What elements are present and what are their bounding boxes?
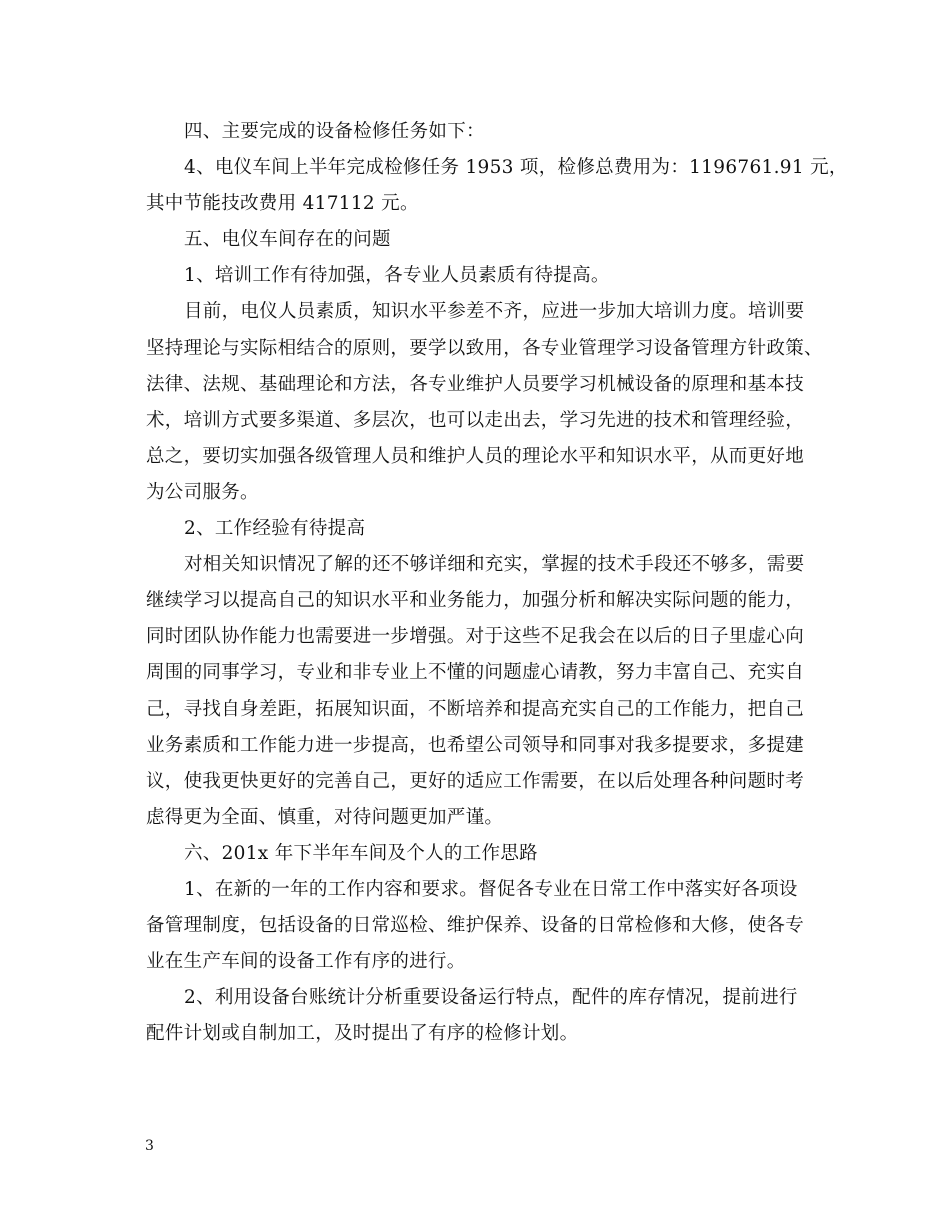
- text-line: 为公司服务。: [146, 481, 259, 503]
- text-line: 议，使我更快更好的完善自己，更好的适应工作需要，在以后处理各种问题时考: [146, 770, 805, 792]
- text-line: 周围的同事学习，专业和非专业上不懂的问题虚心请教，努力丰富自己、充实自: [146, 662, 805, 684]
- text-line: 其中节能技改费用 417112 元。: [146, 193, 419, 215]
- text-line: 法律、法规、基础理论和方法，各专业维护人员要学习机械设备的原理和基本技: [146, 373, 805, 395]
- text-line: 目前，电仪人员素质，知识水平参差不齐，应进一步加大培训力度。培训要: [184, 301, 805, 323]
- subheading-training: 1、培训工作有待加强，各专业人员素质有待提高。: [184, 265, 610, 287]
- text-line: 己，寻找自身差距，拓展知识面，不断培养和提高充实自己的工作能力，把自己: [146, 698, 805, 720]
- section-heading-5: 五、电仪车间存在的问题: [184, 229, 391, 251]
- text-line: 对相关知识情况了解的还不够详细和充实，掌握的技术手段还不够多，需要: [184, 554, 805, 576]
- page-number: 3: [145, 1138, 154, 1154]
- document-body: [146, 114, 848, 1052]
- text-line: 2、利用设备台账统计分析重要设备运行特点，配件的库存情况，提前进行: [184, 987, 798, 1009]
- text-line: 总之，要切实加强各级管理人员和维护人员的理论水平和知识水平，从而更好地: [146, 445, 805, 467]
- subheading-experience: 2、工作经验有待提高: [184, 518, 366, 540]
- text-line: 备管理制度，包括设备的日常巡检、维护保养、设备的日常检修和大修，使各专: [146, 915, 805, 937]
- text-line: 1、在新的一年的工作内容和要求。督促各专业在日常工作中落实好各项设: [184, 878, 798, 900]
- text-line: 同时团队协作能力也需要进一步增强。对于这些不足我会在以后的日子里虚心向: [146, 626, 805, 648]
- text-line: 坚持理论与实际相结合的原则，要学以致用，各专业管理学习设备管理方针政策、: [146, 337, 823, 359]
- section-heading-4: 四、主要完成的设备检修任务如下：: [184, 121, 485, 142]
- text-line: 4、电仪车间上半年完成检修任务 1953 项，检修总费用为：1196761.91 元，: [184, 157, 848, 179]
- text-line: 配件计划或自制加工，及时提出了有序的检修计划。: [146, 1023, 579, 1045]
- text-line: 业务素质和工作能力进一步提高，也希望公司领导和同事对我多提要求，多提建: [146, 734, 805, 756]
- text-line: 继续学习以提高自己的知识水平和业务能力，加强分析和解决实际问题的能力，: [146, 590, 805, 612]
- text-line: 术，培训方式要多渠道、多层次，也可以走出去，学习先进的技术和管理经验，: [146, 409, 805, 431]
- text-line: 虑得更为全面、慎重，对待问题更加严谨。: [146, 806, 504, 828]
- section-heading-6: 六、201x 年下半年车间及个人的工作思路: [184, 842, 538, 864]
- text-line: 业在生产车间的设备工作有序的进行。: [146, 951, 466, 973]
